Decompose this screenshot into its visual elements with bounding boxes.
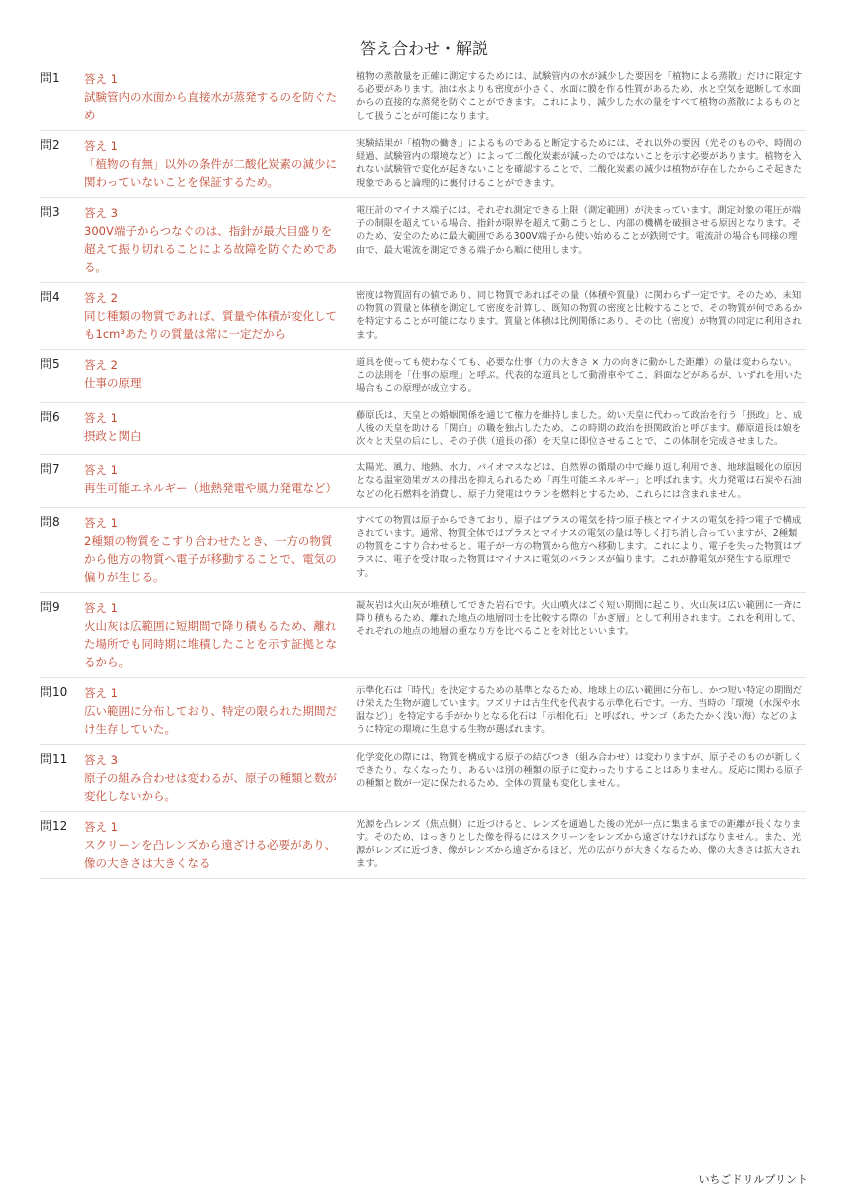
question-number: 問1 <box>40 64 84 131</box>
answer-cell <box>84 677 350 744</box>
question-number: 問3 <box>40 198 84 283</box>
answer-label: 答え 1 <box>84 410 118 425</box>
answer-row <box>40 131 806 198</box>
footer-brand: いちごドリルプリント <box>698 1173 808 1186</box>
answer-text: 再生可能エネルギー（地熱発電や風力発電など） <box>84 481 337 496</box>
answer-row <box>40 507 806 592</box>
answer-cell <box>84 131 350 198</box>
answer-cell <box>84 64 350 131</box>
explanation-text: すべての物質は原子からできており、原子はプラスの電気を持つ原子核とマイナスの電気を持つ電子で構成されています。通常、物質全体ではプラスとマイナスの電気の量は等しく打ち消し合っていますが、2種類の物質をこすり合わせると、電子が一方の物質から他方へ移動します。これにより、電子を失った物質はプラスに、電子を受け取った物質はマイナスに電気のバランスが偏ります。これが静電気が発生する原理です。 <box>350 507 806 592</box>
question-number: 問9 <box>40 592 84 677</box>
explanation-text: 化学変化の際には、物質を構成する原子の結びつき（組み合わせ）は変わりますが、原子そのものが新しくできたり、なくなったり、あるいは別の種類の原子に変わったりすることはありません。反応に関わる原子の種類と数が一定に保たれるため、全体の質量も変化しません。 <box>350 744 806 811</box>
answer-row <box>40 455 806 508</box>
explanation-text: 藤原氏は、天皇との婚姻関係を通じて権力を維持しました。幼い天皇に代わって政治を行う「摂政」と、成人後の天皇を助ける「関白」の職を独占したため、この時期の政治を摂関政治と呼びます。藤原道長は娘を次々と天皇の后にし、その子供（道長の孫）を天皇に即位させることで、この体制を完成させました。 <box>350 402 806 455</box>
answer-label: 答え 1 <box>84 600 118 615</box>
explanation-text: 密度は物質固有の値であり、同じ物質であればその量（体積や質量）に関わらず一定です。そのため、未知の物質の質量と体積を測定して密度を計算し、既知の物質の密度と比較することで、その物質が何であるかを特定することが可能になります。質量と体積は比例関係にあり、その比（密度）が物質の同定に利用されます。 <box>350 283 806 350</box>
answer-label: 答え 1 <box>84 515 118 530</box>
answer-table-body <box>40 64 806 878</box>
explanation-text: 実験結果が「植物の働き」によるものであると断定するためには、それ以外の要因（光そのものや、時間の経過、試験管内の環境など）によって二酸化炭素が減ったのではないことを示す必要があります。植物を入れない試験管で変化が起きないことを確認することで、二酸化炭素の減少は植物が存在したからこそ起きた現象であると論理的に裏付けることができます。 <box>350 131 806 198</box>
question-number: 問7 <box>40 455 84 508</box>
explanation-text: 植物の蒸散量を正確に測定するためには、試験管内の水が減少した要因を「植物による蒸散」だけに限定する必要があります。油は水よりも密度が小さく、水面に膜を作る性質があるため、水と空気を遮断して水面からの直接的な蒸発を防ぐことができます。これにより、減少した水の量をすべて植物の蒸散によるものとして扱うことが可能になります。 <box>350 64 806 131</box>
answer-cell <box>84 744 350 811</box>
answer-label: 答え 1 <box>84 139 118 153</box>
answer-cell <box>84 402 350 455</box>
answer-label: 答え 3 <box>84 752 118 767</box>
explanation-text: 道具を使っても使わなくても、必要な仕事（力の大きさ × 力の向きに動かした距離）の量は変わらない。この法則を「仕事の原理」と呼ぶ。代表的な道具として動滑車やてこ、斜面などがあるが、いずれを用いた場合もこの原理が成立する。 <box>350 350 806 403</box>
answer-label: 答え 1 <box>84 819 118 834</box>
answer-row <box>40 64 806 131</box>
answer-row <box>40 198 806 283</box>
question-number: 問4 <box>40 283 84 350</box>
question-number: 問8 <box>40 507 84 592</box>
explanation-text: 太陽光、風力、地熱、水力、バイオマスなどは、自然界の循環の中で繰り返し利用でき、地球温暖化の原因となる温室効果ガスの排出を抑えられるため「再生可能エネルギー」と呼ばれます。火力発電は石炭や石油などの化石燃料を消費し、原子力発電はウランを燃料とするため、これらには含まれません。 <box>350 455 806 508</box>
answer-table <box>40 64 806 879</box>
answer-text: 同じ種類の物質であれば、質量や体積が変化しても1cm³あたりの質量は常に一定だから <box>84 309 337 341</box>
answer-text: スクリーンを凸レンズから遠ざける必要があり、像の大きさは大きくなる <box>84 837 337 870</box>
explanation-text: 凝灰岩は火山灰が堆積してできた岩石です。火山噴火はごく短い期間に起こり、火山灰は広い範囲に一斉に降り積もるため、離れた地点の地層同士を比較する際の「かぎ層」として利用されます。これを利用して、それぞれの地点の地層の重なり方を比べることを対比といいます。 <box>350 592 806 677</box>
answer-row <box>40 350 806 403</box>
answer-row <box>40 283 806 350</box>
question-number: 問2 <box>40 131 84 198</box>
answer-text: 300V端子からつなぐのは、指針が最大目盛りを超えて振り切れることによる故障を防ぐためである。 <box>84 224 337 274</box>
answer-label: 答え 1 <box>84 72 118 86</box>
answer-cell <box>84 198 350 283</box>
answer-text: 仕事の原理 <box>84 376 142 390</box>
question-number: 問11 <box>40 744 84 811</box>
answer-row <box>40 744 806 811</box>
answer-text: 試験管内の水面から直接水が蒸発するのを防ぐため <box>84 90 337 122</box>
question-number: 問5 <box>40 350 84 403</box>
answer-label: 答え 1 <box>84 685 118 700</box>
answer-cell <box>84 811 350 878</box>
answer-cell <box>84 283 350 350</box>
answer-row <box>40 402 806 455</box>
page-title: 答え合わせ・解説 <box>359 39 488 58</box>
answer-label: 答え 3 <box>84 206 118 220</box>
question-number: 問12 <box>40 811 84 878</box>
answer-text: 火山灰は広範囲に短期間で降り積もるため、離れた場所でも同時期に堆積したことを示す証拠となるから。 <box>84 618 337 669</box>
answer-cell <box>84 350 350 403</box>
answer-cell <box>84 455 350 508</box>
answer-cell <box>84 507 350 592</box>
explanation-text: 示準化石は「時代」を決定するための基準となるため、地球上の広い範囲に分布し、かつ短い特定の期間だけ栄えた生物が適しています。フズリナは古生代を代表する示準化石です。一方、当時の「環境（水深や水温など）」を特定する手がかりとなる化石は「示相化石」と呼ばれ、サンゴ（あたたかく浅い海）などのように特定の環境に生息する生物が選ばれます。 <box>350 677 806 744</box>
answer-row <box>40 811 806 878</box>
explanation-text: 光源を凸レンズ（焦点側）に近づけると、レンズを通過した後の光が一点に集まるまでの距離が長くなります。そのため、はっきりとした像を得るにはスクリーンをレンズから遠ざけなければなりません。また、光源がレンズに近づき、像がレンズから遠ざかるほど、光の広がりが大きくなるため、像の大きさは拡大されます。 <box>350 811 806 878</box>
answer-text: 摂政と関白 <box>84 428 142 443</box>
explanation-text: 電圧計のマイナス端子には、それぞれ測定できる上限（測定範囲）が決まっています。測定対象の電圧が端子の制限を超えている場合、指針が限界を超えて動こうとし、内部の機構を破損させる原因となります。そのため、安全のために最大範囲である300V端子から使い始めることが鉄則です。電流計の場合も同様の理由で、最大電流を測定できる端子から順に使用します。 <box>350 198 806 283</box>
answer-cell <box>84 592 350 677</box>
answer-text: 「植物の有無」以外の条件が二酸化炭素の減少に関わっていないことを保証するため。 <box>84 157 337 189</box>
question-number: 問10 <box>40 677 84 744</box>
answer-text: 広い範囲に分布しており、特定の限られた期間だけ生存していた。 <box>84 703 337 736</box>
answer-label: 答え 2 <box>84 291 118 305</box>
answer-row <box>40 592 806 677</box>
answer-row <box>40 677 806 744</box>
answer-text: 原子の組み合わせは変わるが、原子の種類と数が変化しないから。 <box>84 770 337 803</box>
answer-label: 答え 2 <box>84 358 118 372</box>
answer-label: 答え 1 <box>84 463 118 478</box>
question-number: 問6 <box>40 402 84 455</box>
answer-text: 2種類の物質をこすり合わせたとき、一方の物質から他方の物質へ電子が移動することで、電気の偏りが生じる。 <box>84 533 337 584</box>
